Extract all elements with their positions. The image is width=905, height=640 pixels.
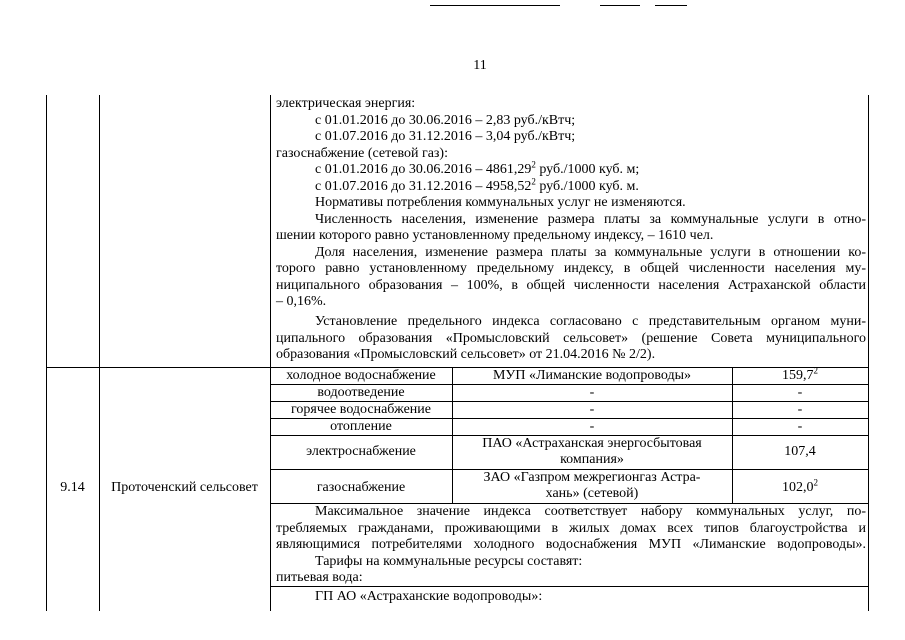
service-cell: электроснабжение bbox=[306, 444, 416, 459]
provider-cell: компания» bbox=[560, 451, 624, 467]
page-number: 11 bbox=[473, 58, 487, 73]
text-line: торого равно установленному предельному индексу, в общей численности населения му- bbox=[276, 261, 866, 276]
top-rule bbox=[430, 5, 560, 6]
top-rule bbox=[655, 5, 687, 6]
index-cell: 107,4 bbox=[784, 444, 816, 459]
text-line: Установление предельного индекса согласовано с представительным органом муни- bbox=[315, 314, 866, 329]
provider-cell: - bbox=[589, 384, 595, 400]
provider-cell: МУП «Лиманские водопроводы» bbox=[492, 367, 692, 383]
municipality-name: Проточенский сельсовет bbox=[111, 480, 258, 495]
text-line: с 01.01.2016 до 30.06.2016 – 2,83 руб./кВтч; bbox=[315, 112, 576, 128]
text-line: ципального образования «Промысловский сельсовет» (решение Совета муниципального bbox=[276, 330, 866, 346]
index-cell: 102,0$^2$ bbox=[782, 477, 818, 495]
text-line: газоснабжение (сетевой газ): bbox=[276, 145, 448, 161]
index-cell: - bbox=[797, 418, 803, 434]
provider-cell: - bbox=[589, 401, 595, 417]
text-line: с 01.01.2016 до 30.06.2016 – 4861,29$^2$ руб./1000 куб. м; bbox=[315, 159, 640, 177]
row-number: 9.14 bbox=[60, 480, 85, 495]
service-cell: водоотведение bbox=[317, 384, 405, 400]
index-cell: - bbox=[797, 401, 803, 417]
service-cell: отопление bbox=[330, 418, 392, 434]
provider-cell: - bbox=[589, 418, 595, 434]
service-cell: горячее водоснабжение bbox=[291, 401, 431, 417]
tariff-table bbox=[46, 95, 869, 611]
index-cell: - bbox=[797, 384, 803, 400]
text-line: Доля населения, изменение размера платы за коммунальные услуги в отношении ко- bbox=[315, 244, 866, 260]
text-line: ниципального образования – 100%, в общей численности населения Астраханской области bbox=[276, 277, 866, 293]
table-border-left bbox=[46, 95, 47, 611]
text-line: с 01.07.2016 до 31.12.2016 – 3,04 руб./кВтч; bbox=[315, 129, 576, 144]
table-border bbox=[270, 95, 271, 611]
text-line: требляемых гражданами, проживающими в жилых домах всех типов благоустройства и bbox=[276, 520, 866, 536]
provider-cell: ПАО «Астраханская энергосбытовая bbox=[482, 435, 702, 451]
text-line: – 0,16%. bbox=[276, 294, 327, 309]
table-border bbox=[99, 95, 100, 611]
top-rule bbox=[600, 5, 640, 6]
text-line: образования «Промысловский сельсовет» от 21.04.2016 № 2/2). bbox=[276, 347, 656, 362]
text-line: электрическая энергия: bbox=[276, 96, 416, 111]
provider-cell: ЗАО «Газпром межрегионгаз Астра- bbox=[483, 469, 701, 485]
text-line: Нормативы потребления коммунальных услуг не изменяются. bbox=[315, 195, 686, 210]
index-cell: 159,7$^2$ bbox=[782, 364, 818, 383]
text-line: являющимися потребителями холодного водоснабжения МУП «Лиманские водопроводы». bbox=[276, 537, 866, 552]
text-line: Максимальное значение индекса соответствует набору коммунальных услуг, по- bbox=[315, 504, 866, 519]
text-line: шении которого равно установленному предельному индексу, – 1610 чел. bbox=[276, 228, 714, 243]
service-cell: холодное водоснабжение bbox=[286, 367, 436, 383]
provider-cell: хань» (сетевой) bbox=[545, 485, 639, 501]
text-line: Тарифы на коммунальные ресурсы составят: bbox=[315, 553, 583, 569]
text-line: ГП АО «Астраханские водопроводы»: bbox=[315, 589, 543, 604]
service-cell: газоснабжение bbox=[316, 480, 406, 495]
table-border-right bbox=[868, 95, 869, 611]
text-line: питьевая вода: bbox=[276, 570, 363, 585]
text-line: Численность населения, изменение размера платы за коммунальные услуги в отно- bbox=[315, 211, 866, 227]
text-line: с 01.07.2016 до 31.12.2016 – 4958,52$^2$ руб./1000 куб. м. bbox=[315, 175, 639, 194]
